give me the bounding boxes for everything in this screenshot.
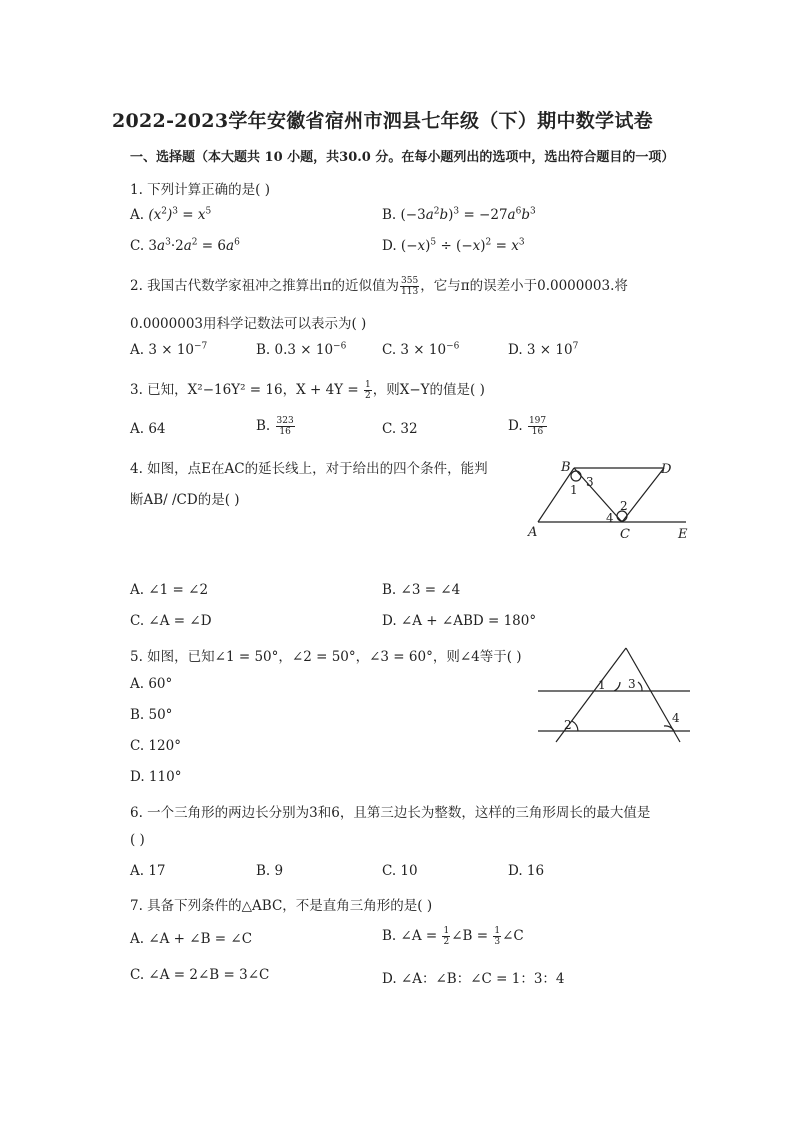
q6-option-b: B. 9 <box>256 863 284 879</box>
angle-3-label: 3 <box>628 677 636 691</box>
q3-option-d: D. $\frac{197}{16}$ <box>508 416 547 437</box>
angle-4-label: 4 <box>606 511 614 525</box>
page-title: 2022-2023学年安徽省宿州市泗县七年级（下）期中数学试卷 <box>112 110 653 132</box>
question-5-stem: 5. 如图，已知∠1 = 50°，∠2 = 50°，∠3 = 60°，则∠4等于( ) <box>130 649 522 665</box>
q5-option-a: A. 60° <box>130 676 173 692</box>
q5-option-d: D. 110° <box>130 769 182 785</box>
label-b: B <box>561 460 571 475</box>
q1-option-b: B. $(-3a^2b)^3 = -27a^6b^3$ <box>382 206 536 223</box>
angle-2-label: 2 <box>620 499 628 513</box>
label-e: E <box>678 527 688 542</box>
angle-3-label: 3 <box>586 475 594 489</box>
question-2-stem-cont: 0.0000003用科学记数法可以表示为( ) <box>130 316 367 332</box>
q7-option-a: A. ∠A + ∠B = ∠C <box>130 931 253 947</box>
question-4-stem-cont: 断AB/ /CD的是( ) <box>130 492 240 508</box>
question-3-stem: 3. 已知，X²−16Y² = 16，X + 4Y = $\frac{1}{2}$ ，则X−Y的值是( ) <box>130 380 485 401</box>
angle-1-label: 1 <box>570 483 578 497</box>
q5-option-b: B. 50° <box>130 707 173 723</box>
q6-option-d: D. 16 <box>508 863 545 879</box>
question-1-stem: 1. 下列计算正确的是( ) <box>130 182 270 198</box>
fraction-355-113: $\frac{355}{113}$ <box>401 276 419 297</box>
q4-option-b: B. ∠3 = ∠4 <box>382 582 461 598</box>
q2-option-b: B. $0.3 \times 10^{-6}$ <box>256 341 347 358</box>
q1-option-d: D. $(-x)^5 \div (-x)^2 = x^3$ <box>382 237 525 254</box>
q2-option-c: C. $3 \times 10^{-6}$ <box>382 341 460 358</box>
angle-2-label: 2 <box>564 718 572 732</box>
q3-option-a: A. 64 <box>130 421 166 437</box>
q5-option-c: C. 120° <box>130 738 181 754</box>
question-2-stem: 2. 我国古代数学家祖冲之推算出π的近似值为 $\frac{355}{113}$ ，它与π的误差小于0.0000003.将 <box>130 276 628 297</box>
q4-option-a: A. ∠1 = ∠2 <box>130 582 209 598</box>
q2-option-d: D. $3 \times 10^7$ <box>508 341 579 358</box>
q5-figure <box>534 644 694 748</box>
q6-option-a: A. 17 <box>130 863 166 879</box>
angle-4-label: 4 <box>672 711 680 725</box>
q7-option-b: B. ∠A = $\frac{1}{2}$ ∠B = $\frac{1}{3}$ ∠C <box>382 926 524 947</box>
section-heading: 一、选择题（本大题共 10 小题，共30.0 分。在每小题列出的选项中，选出符合题目的一项） <box>130 150 675 165</box>
q4-option-d: D. ∠A + ∠ABD = 180° <box>382 613 537 629</box>
q1-option-a: A. $(x^2)^3 = x^5$ <box>130 206 212 223</box>
angle-1-label: 1 <box>598 678 606 692</box>
q7-option-d: D. ∠A：∠B：∠C = 1：3：4 <box>382 971 565 987</box>
question-4-stem: 4. 如图，点E在AC的延长线上，对于给出的四个条件，能判 <box>130 461 488 477</box>
q3-option-c: C. 32 <box>382 421 418 437</box>
q4-option-c: C. ∠A = ∠D <box>130 613 212 629</box>
label-a: A <box>528 525 538 540</box>
q2-option-a: A. $3 \times 10^{-7}$ <box>130 341 208 358</box>
question-7-stem: 7. 具备下列条件的△ABC，不是直角三角形的是( ) <box>130 898 433 914</box>
fraction-1-2: $\frac{1}{2}$ <box>364 380 371 401</box>
question-6-stem-cont: ( ) <box>130 832 145 848</box>
question-6-stem: 6. 一个三角形的两边长分别为3和6，且第三边长为整数，这样的三角形周长的最大值是 <box>130 805 651 821</box>
q1-option-c: C. $3a^3\cdot 2a^2 = 6a^6$ <box>130 237 240 254</box>
q7-option-c: C. ∠A = 2∠B = 3∠C <box>130 967 270 983</box>
q4-figure <box>524 456 694 544</box>
label-d: D <box>661 462 672 477</box>
label-c: C <box>620 527 630 542</box>
q3-option-b: B. $\frac{323}{16}$ <box>256 416 294 437</box>
q6-option-c: C. 10 <box>382 863 418 879</box>
